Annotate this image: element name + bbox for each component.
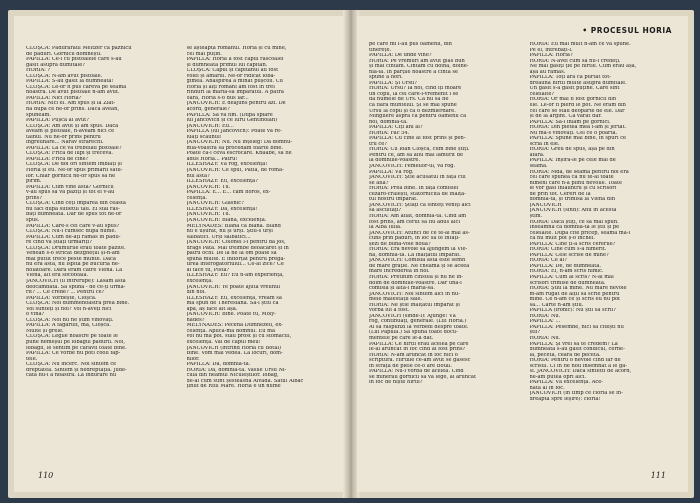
text-line: PAPILLA: Vă excelență. Ace- <box>529 380 603 386</box>
text-line: HORIA: Nu. <box>529 313 561 319</box>
text-line: de mare grație. Ne cheamă și se aceea <box>369 263 470 269</box>
text-line: deocamdată. Să spună - de ce-ți urmă- <box>26 284 126 290</box>
text-line: voiei și amarul. Ne-or ridicat iobă- <box>186 73 276 79</box>
text-line: HORIA: Prea bine. În fața comisiei <box>369 186 459 192</box>
text-line: scrisul. Cî în fie nou însemnat a le gă- <box>529 363 628 369</box>
text-line: Horia și eu. Ne-or spus primarii satu- <box>26 168 123 174</box>
right-page <box>357 16 688 492</box>
text-line: spună multe. E infiorțat pentru prega- <box>186 256 286 262</box>
text-line: HORIA: Ei, n-am scris nimic. <box>529 269 604 275</box>
text-line: PAPILLA: Cu cine ai fost prins și pen- <box>369 136 466 142</box>
text-line: HORIA: Cine cum s-a nimerit. <box>529 247 607 253</box>
text-line: mine. Ce n-am ce și scris eu nu pot <box>529 297 621 303</box>
text-line: JANCOVICH: Comisia asta este semn <box>369 258 466 264</box>
text-line: le vor găsi înlăuntru și cu scrisori <box>529 186 617 192</box>
right-page-text <box>369 42 680 462</box>
text-line: PAPILLA: Cîți ani ai? <box>369 125 423 131</box>
text-line: și de la argint. Că vărat dar. <box>529 114 602 120</box>
text-line: JANCOVICH: Știe acusatul în fața cui <box>369 175 466 181</box>
text-line: cezaro-crăiești, statornicită de înălța- <box>369 191 466 197</box>
text-line: rit? ... Ce crede? ... Pentru ce? <box>26 290 105 296</box>
text-line: șezi de bună-voie nouă? <box>369 241 431 247</box>
text-line: noiatoare. Dară eram către Viena. La <box>26 267 123 273</box>
text-line: v-au spus să vă păziți și tot ei v-au <box>26 190 115 196</box>
text-line: CLOȘCA: Păduraraul Meltzer ca paznicii <box>26 46 132 51</box>
text-line: Ne mai găsiți ție pe hîrtie. Cum erau așa, <box>529 64 637 70</box>
text-line: PAPILLA: Care-s cei care v-au spus? <box>26 223 120 229</box>
text-line: îngreunare... Nărav strărechi. <box>26 140 104 146</box>
text-line: CLOȘCA: Noi dummenoastră prea bine. <box>26 301 130 307</box>
text-line: PAPILLA: Cum ai scris? N-ai mai <box>529 274 614 280</box>
text-line: HORIA: Ne știe înălțatul împărat și <box>369 302 460 308</box>
text-line: celelalte. După cîte pricep, seamă mă-i <box>529 230 631 236</box>
text-line: PAPILLA: E... E... cam fioros, ex- <box>186 190 271 196</box>
text-line: noastră. De avut pistoale n-am avut. <box>26 90 120 96</box>
text-line: na după ce ne-or prins. Dacă avean, <box>26 107 119 113</box>
text-line: MELYNADES: Blana ca blana. Bland <box>186 223 281 229</box>
text-line: cel mai puțin. <box>186 51 222 57</box>
right-column-1 <box>369 42 524 462</box>
text-line: JANCOVICH (sînde-l): Ajunge! Vă <box>369 313 456 319</box>
text-line: PAPILLA (ironic): Nu știi să scrii? <box>529 308 616 314</box>
text-line: PAPILLA: Pesemne, nici să citești nu <box>529 324 624 330</box>
text-line: nul ăsta? <box>186 173 210 179</box>
text-line: tirea interogatoriului... Ce-ai zice? Ce <box>186 262 284 268</box>
text-line: să ascultați? <box>369 208 402 214</box>
text-line: PAPILLA: Cum vine asta? Gornicii <box>26 184 114 190</box>
text-line: PAPILLA: Toți ară că purtat tot- <box>529 75 611 81</box>
text-line: JANCOVICH: Tu. <box>186 184 231 190</box>
text-line: tinerețe. <box>369 47 392 53</box>
text-line: JANCOVICH: Atunci de ce te-ai mai as- <box>369 230 470 236</box>
text-line: PAPILLA (lui Jancovich): Poate vă re- <box>186 129 282 135</box>
text-line: Voi sunteți și noi? Voi n-aveți nici <box>26 306 112 312</box>
text-line: PAPILLA: Să vă fim. (După spiare <box>186 112 273 118</box>
text-line: PAPILLA: A făgăruit, mă, Cloșca. <box>26 323 111 329</box>
text-line: Pe el, întrebați-l. <box>529 47 573 53</box>
text-line: PAPILLA: Și Ursu? <box>369 80 417 86</box>
text-line: în strața de piele ce-o are Botal. <box>369 363 452 369</box>
text-line: mele maiestății sale. <box>369 297 423 303</box>
text-line: excelență. <box>186 278 213 284</box>
text-line: și mai cîntam. Cîntam cu doină, doine- <box>369 64 469 70</box>
text-line: HORIA: ? <box>26 68 51 74</box>
text-line: că nu mult pot ș-o închei. <box>529 236 595 242</box>
text-line: PAPILLA: Ce hîrtii erau acelea pe care <box>369 341 469 347</box>
text-line: si. JANCOVICH: Dacă sîntetti de acord, <box>529 369 632 375</box>
text-line: PAPILLA: Să-l înlăm pe gornici. <box>529 119 611 125</box>
text-line: HORIA: Fac 54. <box>369 130 410 136</box>
text-line: PAPILLA: Nici Horia? <box>26 95 82 101</box>
text-line: Ai să răspunzi la verbedi despre toate. <box>369 324 469 330</box>
text-line: ținut de Rîul Mare. Horia e un nume <box>186 384 281 390</box>
text-line: PAPILLA: Și vrei să te credem? La <box>529 341 618 347</box>
text-line: pe care mi l-au pus oamenii, din <box>369 42 452 47</box>
text-line: Mîngîiere aspră ca pentru oamenii ca <box>369 114 467 120</box>
text-line: PAPILLA: Cum de-ați rămas în pădu- <box>26 234 121 240</box>
text-line: tru ce? <box>369 141 387 147</box>
text-line: de prin tot. Cereri de la <box>529 191 591 197</box>
text-line: nimeni care n-a plinu nevoile. Toate <box>529 180 623 186</box>
text-line: nilor. <box>186 356 200 362</box>
text-line: Poate ca-i ceva escrocare. Knaabe, să fie <box>186 151 292 157</box>
text-line: PAPILLA: Ce vorbe nu poti cooli fap- <box>26 351 121 357</box>
text-line: re cînd vă știați urmăriți? <box>26 240 92 246</box>
text-line: JANCOVICH: Eu... <box>186 123 234 129</box>
text-line: JANCOVICH: Nu. Nu înțeleg! Da domnu- <box>186 140 293 146</box>
text-line: fost prins, am cerut să fiu adus aici <box>369 219 460 225</box>
text-line: comisia și alta-i măria-sa. <box>369 286 435 292</box>
text-line: mă spun de Theresiana. Să-l știu ca <box>186 301 279 307</box>
text-line: sălbatici. Urși sălbatici... <box>186 234 251 240</box>
text-line: HORIA: N-am aruncat în foc nici o <box>369 352 458 358</box>
text-line: afară. <box>529 152 545 158</box>
text-line: HORIA: Pretinim cinstea și nu ne în- <box>369 274 464 280</box>
text-line: PAPILLA: Frica de cine? <box>26 156 89 162</box>
text-line: HORIA: Cu Ioan Cloșca, cum bine știți. <box>369 147 470 153</box>
text-line: PAPILLA: Spune mai bine, în spuri ce <box>529 136 627 142</box>
text-line: PAPILLA: Cele scrise de mine? <box>529 252 609 258</box>
text-line: HORIA: Or mai fi fost gornicii din <box>529 97 617 103</box>
text-line: la Alba Iulia. <box>369 225 402 231</box>
text-line: CLOȘCA: Nu încerc. Noi sîntem ce <box>26 362 117 368</box>
text-line: dumneata s-au găsit condicul, cerne- <box>529 347 625 353</box>
text-line: HORIA: Era nevoie să ajungem la Vie- <box>369 247 468 253</box>
text-line: mai putut trece peste munte. Dacă <box>26 256 116 262</box>
text-line: PAPILLA: Horia a fost capul răscoalei <box>186 57 284 63</box>
text-line: gimea. Anaspirea a mînat pușcoii. Cu <box>186 79 283 85</box>
left-column-1 <box>26 46 181 462</box>
text-line: dreaptă spre ieșire): Horia! <box>529 397 601 402</box>
text-line: HORIA: Greu de spus, așa pe din <box>529 147 615 153</box>
text-line: PAPILLA: Da, domnia-ta. <box>186 362 251 368</box>
text-line: cula din neamul Niculeștilor. Iobag, <box>186 373 279 379</box>
text-line: mare încrederea în noi. <box>369 269 430 275</box>
text-line: la, pecetă, ceară de pecetă. <box>529 352 601 358</box>
text-line: HORIA: N-avei cum să nu-i credeți. <box>529 58 621 64</box>
text-line: ILLESHAZY: Da, excelență! <box>186 206 258 212</box>
text-line: de păduri. Gornicii domnești. <box>26 51 102 57</box>
text-line: PAPILLA: Horia? <box>529 53 573 59</box>
text-line: CLOȘCA: Legile noastre pe toate le <box>26 334 118 340</box>
text-line: excelență. Vai de capul meu! <box>186 339 261 345</box>
text-line: Pentru ce, am să aflu mai lămurit de <box>369 152 463 158</box>
text-line: o vină? <box>26 312 45 318</box>
text-line: adus Horia... Patru! <box>186 156 238 162</box>
text-line: cei care se stau deoparte de ele. Dar <box>529 108 625 114</box>
text-line: PAPILLA: Cine ți-a scris cererile? <box>529 241 616 247</box>
text-line: ai face tu, Pista? <box>186 267 230 273</box>
text-line: CLOȘCA: Cînd ceți împărea din ceastă <box>26 201 126 207</box>
text-line: domnia-ta, și trimisă la Viena din <box>529 197 615 203</box>
text-line: HORIA: Nici el. Am spus și la Zlat- <box>26 101 116 107</box>
text-line: prins? <box>26 195 42 201</box>
text-line: nu e ușurat, nu și urși. Știu-s urși <box>186 229 273 235</box>
text-line: JANCOVICH: Bine. Poate tu, Moly- <box>186 312 277 318</box>
text-line: tele. <box>26 356 38 362</box>
text-line: (Lui Papilla.) Să spună toate docu- <box>369 330 458 336</box>
text-line: PAPILLA: De, de dumneata. <box>529 263 601 269</box>
text-line: pune nemeșul pe iobagul pădurii. Noi, <box>26 339 125 345</box>
text-line: HORIA: Știu la mine. Nu mare nevoie <box>529 286 627 292</box>
text-line: nu faci după sufletul tău. Ei stai răs- <box>26 206 120 212</box>
text-line: mentele pe care le-a dat. <box>369 335 434 341</box>
text-line: CLOȘCA: Le-or fi pus careva pe seama <box>26 84 127 90</box>
text-line: lor. Chiar gornicii ne-or spus să ne <box>26 173 116 179</box>
text-line: dă numele de Urs. Ca nu să fie <box>369 97 449 103</box>
text-line: oară, Horia s-o dus iar... <box>186 95 249 101</box>
text-line: în foc de niște hîrtii? <box>369 380 423 386</box>
text-line: Ursu la copil și ca o dezmierdare. <box>369 108 456 114</box>
text-line: JANCOVICH (il intrerupe): Lăsăm asta <box>26 278 126 284</box>
text-line: JANCOVICH: Știați că sînteți veniți aici <box>369 202 471 208</box>
text-line: na, domnia-ta. La înălțatul împărat. <box>369 252 461 258</box>
text-line: la domniile-voastre. <box>369 158 421 164</box>
text-line: spune a hori. <box>369 75 403 81</box>
text-line: pîrim. <box>26 179 42 185</box>
text-line: CLOȘCA: Nu-i cumsec după nume. <box>26 229 117 235</box>
text-line: PAPILLA: La ce vă trebuiau pistoale? <box>26 145 122 151</box>
text-line: PAPILLA: Înșiră-le pe cele mai de <box>529 158 616 164</box>
text-line: Venean s-o strîcat dezghețul și-n-am <box>26 251 120 257</box>
text-line: de-ăi cum sunt șesteasna Alvada. Satul Albac <box>186 378 304 384</box>
text-line: Nu mă-s vinovați. Cel ce o poartă. <box>529 130 618 136</box>
text-line: JANCOVICH (intrînd Horia cu Botal) <box>186 345 281 351</box>
text-line: PAPILLA: Vă rog. <box>369 169 414 175</box>
text-line: iobagii, le sentim pe cărăvii toate bine. <box>26 345 127 351</box>
text-line: JANCOVICH: E deajuns pentru azi. De <box>186 101 286 107</box>
text-line: le-ai aruncat în foc cînd ai fost prins? <box>369 347 466 353</box>
text-line: PAPILLA: S-au găsit la dumneata! <box>26 79 114 85</box>
text-line: JANCOVICH <box>529 202 562 208</box>
page-number-left: 110 <box>38 471 54 480</box>
page-number-right: 111 <box>650 471 666 480</box>
text-line: un copil, la cel care-i-vremenit i se <box>369 91 459 97</box>
text-line: rînduri la măria-sa împăratul. A patra <box>186 90 284 96</box>
text-line: nu era asta, nu ispita pe bucuria ne- <box>26 262 120 268</box>
text-line: luați scaunul! <box>186 134 222 140</box>
text-line: vorba lui a fost. <box>369 308 410 314</box>
text-line: JANCOVICH: Tu. <box>186 212 231 218</box>
text-line: ele. Le-or fi pierd le pot. Ne eram din <box>529 103 626 109</box>
text-line: scriptură. Hîrtiile ce-am avut se găsesc <box>369 358 471 364</box>
text-line: JANCOVICH (în timp ce Horia se în- <box>529 391 623 397</box>
text-line: JANCOVICH: Femeilor-ul, vă rog. <box>369 164 456 170</box>
text-line: se așteaptă românul. Horia și cu mine, <box>186 46 287 51</box>
text-line: PAPILLA: Vorbește, Cloșca. <box>26 295 97 301</box>
text-line: JANCOVICH: Colonel l-i pentru da jos, <box>186 240 286 246</box>
text-line: știi? <box>529 330 541 336</box>
text-line: celență. <box>186 195 207 201</box>
text-line: noi, domnia-ta. <box>369 119 408 125</box>
text-line: m-am rugat de alții să scrie pentru <box>529 291 620 297</box>
text-line: ILLESHAZY: Vă rog, excelență! <box>186 162 268 168</box>
text-line: așa au rămas. <box>529 69 566 75</box>
text-line: nată al în foc. <box>529 385 565 391</box>
text-line: acord, generale? <box>186 107 230 113</box>
left-page-text <box>26 46 337 462</box>
text-line: JANCOVICH: Glasnic? <box>186 201 244 207</box>
text-line: HORIA: Nu. <box>529 335 561 341</box>
text-line: JANCOVICH: Blana, excelență. <box>186 217 267 223</box>
text-line: și dumneata primul lui căpitan. <box>186 62 268 68</box>
text-line: HORIA: Mda, de seamă pentru noi era <box>529 169 629 175</box>
text-line: știm. <box>529 213 543 219</box>
text-line: din noi. <box>186 290 206 296</box>
text-line: se mînerau gornicii să vă lege, ai aruncat <box>369 374 476 380</box>
text-line: MELYNADES: Pecenă Dumnezeu, ex- <box>186 323 283 329</box>
text-line: doim de domniile-voastre. Dar una-i <box>369 280 462 286</box>
text-line: JANCOVICH: Noi sîntem aici în nu- <box>369 291 460 297</box>
left-column-2 <box>181 46 338 462</box>
text-line: voi nu mă pot. stau prost și cu stomacul, <box>186 334 292 340</box>
text-line: JANCOVICH: Ye poate ajuta vreunul <box>186 284 281 290</box>
text-line: patru ochi. De la ne la om poate să <box>186 251 277 257</box>
text-line: drags Pata. Mai treimbe deoacaret și în <box>186 245 289 251</box>
text-line: cata nu-i a noastră. La îndurare nu <box>26 373 117 379</box>
text-line: ILLESHAZY: Eu, excelență? <box>186 179 258 185</box>
text-line: aveam și pistoale, n-aveam nici ce <box>26 129 115 135</box>
text-line: PAPILLA: De unde vine? <box>369 53 432 59</box>
text-line: bați dumneata. Dar de spus tot ne-or <box>26 212 122 218</box>
text-line: dreptatea. Sîntem și nedreptăția. Jude- <box>26 367 127 373</box>
text-line: Înseamnă că domnia-ta le știi și pe <box>529 225 620 231</box>
text-line: celelalte? <box>529 91 555 97</box>
text-line: nia-ia. În părțile noastre a cînta se <box>369 69 459 75</box>
text-line: PAPILLA: ... <box>529 319 561 325</box>
text-line: PAPILLA: Ce-i cu pistoalele care s-au <box>26 57 122 63</box>
text-line: ca fiara muntelui. Și se mai spune <box>369 103 457 109</box>
text-line: HORIA: Ursu? Ia noi, cînd îți moare <box>369 86 462 92</box>
text-line: PAPILLA: Pușcă ai avut? <box>26 118 89 124</box>
text-line: JANCOVICH (sînd): Afiu în acesta <box>529 208 617 214</box>
text-line: Viena, alt era socoteala. <box>26 273 89 279</box>
text-line: scrisori trimise de dumneata. <box>529 280 606 286</box>
text-line: ILLESHAZY: Eu, excelență, vream să <box>186 295 282 301</box>
text-line: Multe și grele. <box>26 328 64 334</box>
text-line: Bine. Vom mai vedea. La locuri, dom- <box>186 351 283 357</box>
text-line: HORIA: Pe vremuri am avut glas bun <box>369 58 465 64</box>
text-line: cel care spunea că nu te-ai toate <box>529 175 614 181</box>
text-line: CLOȘCA: N-am avut pistoale. <box>26 73 103 79</box>
text-line: găsit asupra dumitale? <box>26 62 85 68</box>
open-book <box>8 10 694 498</box>
text-line: nades? <box>186 317 205 323</box>
text-line: HORIA: Pentru o nevoie cînd iar de <box>529 358 621 364</box>
text-line: CLOȘCA: De doi ori sîntem îmblați și <box>26 162 122 168</box>
text-line: dreauna hîrtii multe asupra dumitale. <box>529 80 627 86</box>
text-line: CLOȘCA: Capul și căpitanul au fost <box>186 68 279 74</box>
text-line: apa, aș face alt așa. <box>186 306 238 312</box>
text-line: mia-voastră să procedăm foarte bine. <box>186 145 284 151</box>
text-line: CLOȘCA: Frica de lupi și treceva. <box>26 151 114 157</box>
left-page <box>14 16 345 492</box>
text-line: tăinui. Nu ne-or prins pentru <box>26 134 101 140</box>
text-line: ne-am putea opri aici. <box>529 374 587 380</box>
text-line: HORIA: Am aflat, domnia-ta. Cînd am <box>369 213 467 219</box>
text-line: spus. <box>26 217 40 223</box>
text-line: spuneam. <box>26 112 51 118</box>
text-line: HORIA: Da, domnia-ta. Vasile Ursu Ni- <box>186 367 287 373</box>
text-line: seamă. <box>529 164 548 170</box>
text-line: rog, continuați, generale. (Lui Horia.) <box>369 319 467 325</box>
text-line: HORIA: Eu mai mult n-am ce vă spune. <box>529 42 631 47</box>
text-line: CLOȘCA: Noi nu ne știm vinovați. <box>26 317 114 323</box>
text-line: HORIA: Ce ai? <box>529 258 567 264</box>
text-line: Un găsit s-a găsit puține. Care sînt <box>529 86 620 92</box>
text-line: cuns prin păduri, în loc să te înfăți- <box>369 236 460 242</box>
text-line: se află? <box>369 180 389 186</box>
running-head: • PROCESUL HORIA <box>582 26 672 35</box>
text-line: Horia și alți români am fost în trei <box>186 84 275 90</box>
text-line: să... Carte n-am știu. <box>529 302 584 308</box>
text-line: PAPILLA: Nu-i vorba de acelea. Cînd <box>369 369 464 375</box>
text-line: CLOȘCA: Drumurile erau toate păzite. <box>26 245 126 251</box>
text-line: CLOȘCA: Am avut și am spus. Dacă <box>26 123 119 129</box>
text-line: lui Jancovich și ce luru Gentinolan) <box>186 118 278 124</box>
text-line: JANCOVICH: Ce spui, Patia, de roma- <box>186 168 284 174</box>
text-line: HORIA: Din pietea mea i-am și jertat. <box>529 125 627 131</box>
text-line: scria în ele. <box>529 141 560 147</box>
text-line: tul nostru împărat. <box>369 197 418 203</box>
text-line: HORIA: Dacă știți, ce să mai spun. <box>529 219 619 225</box>
text-line: ILLESHAZY: Eu? Eu n-am experiență, <box>186 273 284 279</box>
right-column-2 <box>524 42 681 462</box>
text-line: celență. Aplică-mă domnul. Eu mă <box>186 328 275 334</box>
